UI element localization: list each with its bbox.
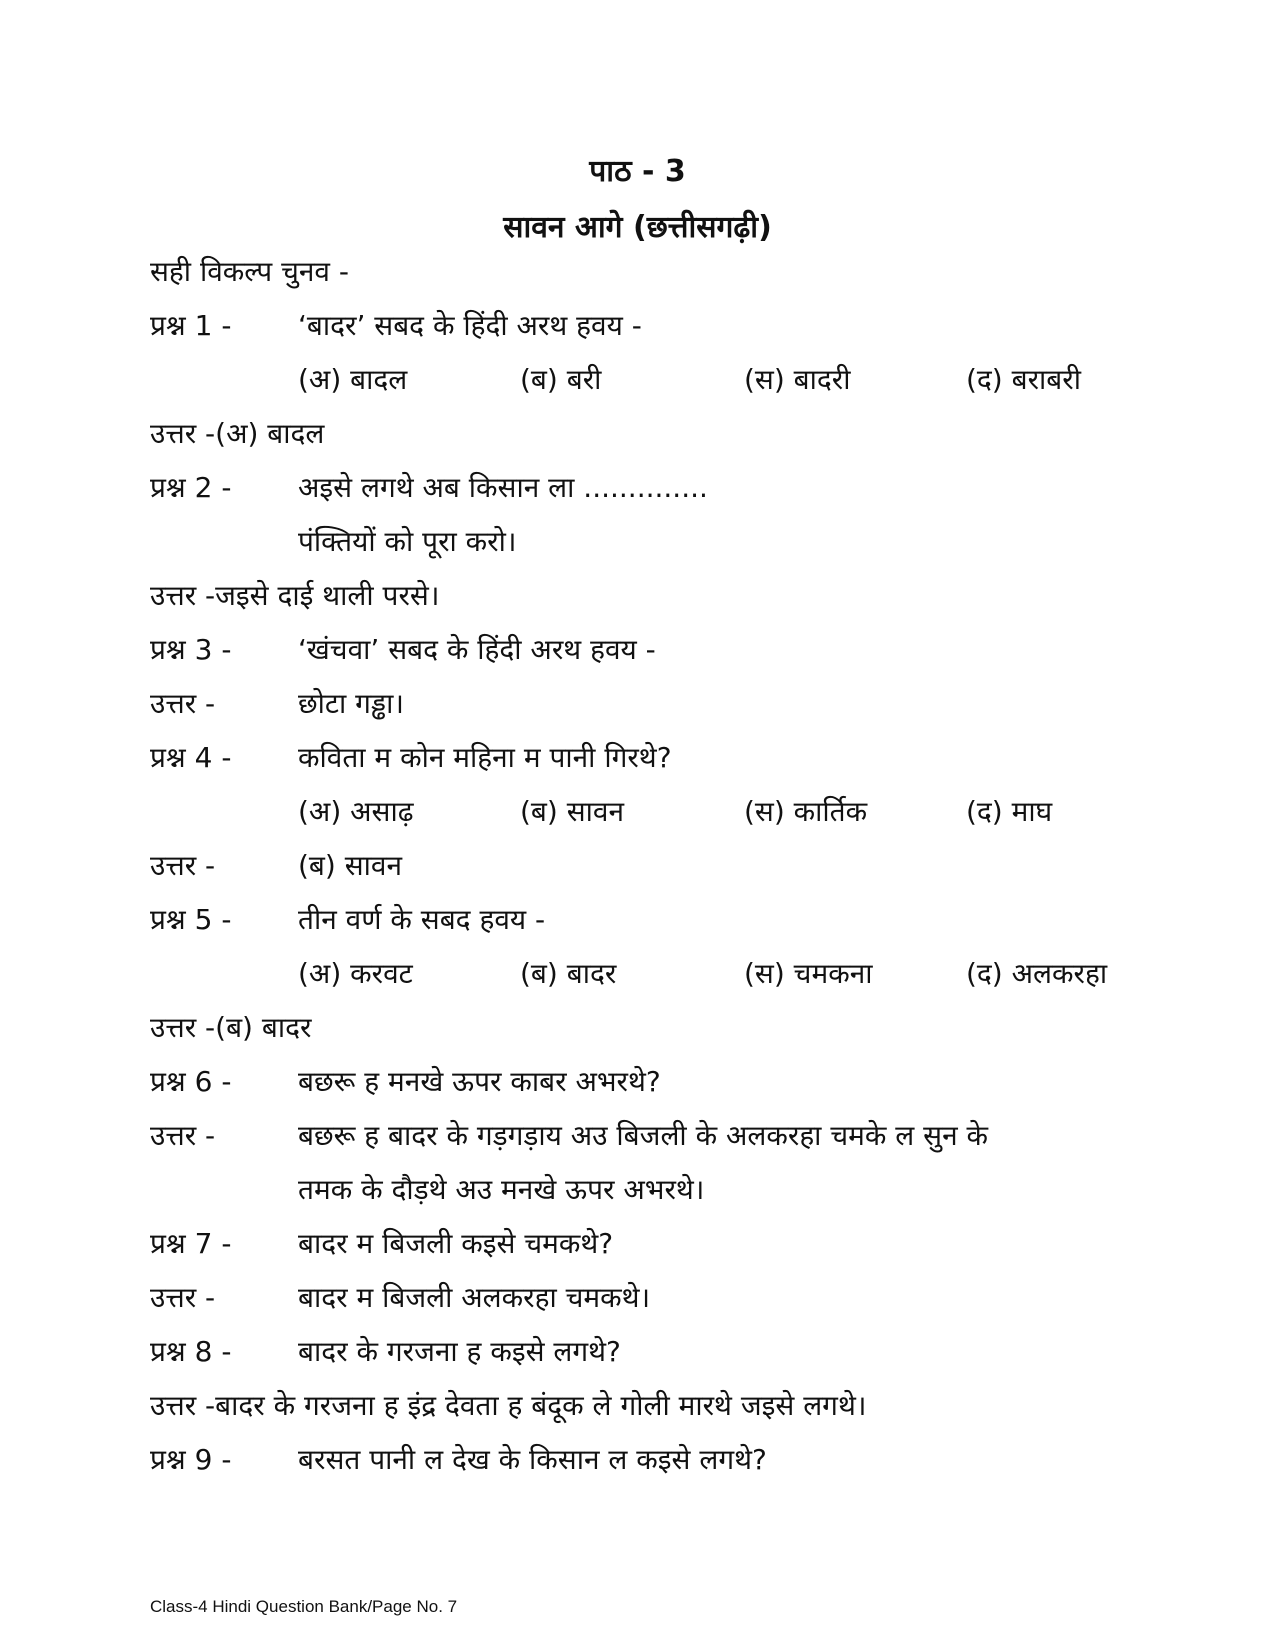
question-4-text: कविता म कोन महिना म पानी गिरथे? [298,741,672,774]
question-4-label: प्रश्न 4 - [150,741,232,774]
question-2-text-continued: पंक्तियों को पूरा करो। [298,525,517,558]
answer-2: उत्तर -जइसे दाई थाली परसे। [150,579,440,612]
lesson-title: सावन आगे (छत्तीसगढ़ी) [503,210,772,245]
question-3-label: प्रश्न 3 - [150,633,232,666]
question-5-label: प्रश्न 5 - [150,903,232,936]
instruction-text: सही विकल्प चुनव - [150,255,349,288]
question-5-option-b: (ब) बादर [520,957,617,990]
answer-7-label: उत्तर - [150,1281,216,1314]
question-1-option-c: (स) बादरी [744,363,851,396]
page-footer: Class-4 Hindi Question Bank/Page No. 7 [150,1597,458,1616]
question-5-option-a: (अ) करवट [298,957,413,990]
answer-7-text: बादर म बिजली अलकरहा चमकथे। [298,1281,651,1314]
answer-8: उत्तर -बादर के गरजना ह इंद्र देवता ह बंदूक ले गोली मारथे जइसे लगथे। [150,1389,867,1422]
question-1-option-d: (द) बराबरी [966,363,1082,396]
question-6-text: बछरू ह मनखे ऊपर काबर अभरथे? [298,1065,661,1098]
answer-5: उत्तर -(ब) बादर [150,1011,312,1044]
question-2-text: अइसे लगथे अब किसान ला .............. [298,471,708,504]
question-1-text: ‘बादर’ सबद के हिंदी अरथ हवय - [298,309,642,342]
question-8-text: बादर के गरजना ह कइसे लगथे? [298,1335,621,1368]
question-5-option-d: (द) अलकरहा [966,957,1108,990]
question-9-label: प्रश्न 9 - [150,1443,232,1476]
answer-6-text: बछरू ह बादर के गड़गड़ाय अउ बिजली के अलकरहा चमके ल सुन के [298,1119,989,1152]
question-6-label: प्रश्न 6 - [150,1065,232,1098]
question-4-option-c: (स) कार्तिक [744,795,868,828]
question-2-label: प्रश्न 2 - [150,471,232,504]
answer-6-label: उत्तर - [150,1119,216,1152]
answer-1: उत्तर -(अ) बादल [150,417,325,450]
question-5-option-c: (स) चमकना [744,957,873,990]
question-3-text: ‘खंचवा’ सबद के हिंदी अरथ हवय - [298,633,656,666]
question-8-label: प्रश्न 8 - [150,1335,232,1368]
question-4-option-a: (अ) असाढ़ [298,795,414,828]
answer-4-label: उत्तर - [150,849,216,882]
question-7-text: बादर म बिजली कइसे चमकथे? [298,1227,614,1260]
question-4-option-b: (ब) सावन [520,795,625,828]
answer-3-label: उत्तर - [150,687,216,720]
answer-6-text-continued: तमक के दौड़थे अउ मनखे ऊपर अभरथे। [298,1173,705,1206]
question-1-label: प्रश्न 1 - [150,309,232,342]
answer-4-text: (ब) सावन [298,849,403,882]
question-1-option-a: (अ) बादल [298,363,408,396]
question-7-label: प्रश्न 7 - [150,1227,232,1260]
chapter-heading: पाठ - 3 [589,154,686,189]
question-9-text: बरसत पानी ल देख के किसान ल कइसे लगथे? [298,1443,767,1476]
question-5-text: तीन वर्ण के सबद हवय - [298,903,546,936]
answer-3-text: छोटा गड्ढा। [298,687,404,720]
question-1-option-b: (ब) बरी [520,363,602,396]
question-4-option-d: (द) माघ [966,795,1053,828]
